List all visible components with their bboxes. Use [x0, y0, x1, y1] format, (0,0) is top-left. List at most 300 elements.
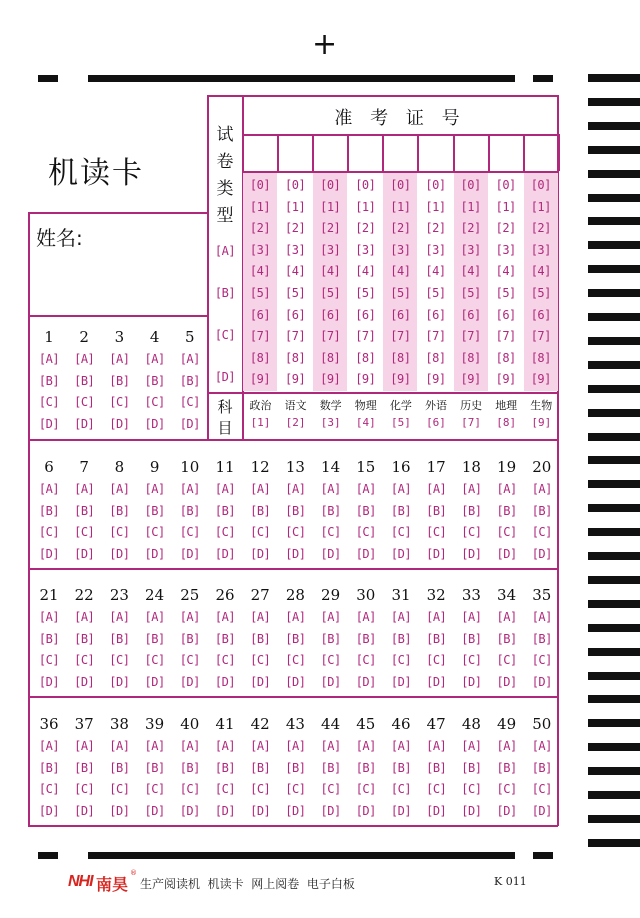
answer-bubble[interactable]: [A]	[38, 352, 60, 366]
answer-bubble[interactable]: [D]	[179, 675, 200, 690]
answer-bubble[interactable]: [A]	[214, 739, 236, 753]
answer-bubble[interactable]: [A]	[179, 352, 200, 366]
exam-digit-bubble[interactable]: [2]	[530, 221, 551, 236]
answer-bubble[interactable]: [A]	[214, 610, 236, 624]
exam-digit-bubble[interactable]: [3]	[249, 242, 271, 257]
answer-bubble[interactable]: [A]	[426, 610, 447, 624]
answer-bubble[interactable]: [B]	[320, 631, 341, 646]
subject-bubble[interactable]: [6]	[426, 416, 446, 429]
answer-bubble[interactable]: [B]	[285, 503, 306, 518]
answer-bubble[interactable]: [A]	[390, 610, 412, 624]
answer-bubble[interactable]: [B]	[179, 503, 200, 518]
answer-bubble[interactable]: [B]	[144, 503, 165, 518]
answer-bubble[interactable]: [A]	[74, 739, 95, 753]
answer-bubble[interactable]: [B]	[390, 760, 412, 775]
name-field[interactable]	[30, 215, 206, 315]
answer-bubble[interactable]: [C]	[461, 525, 482, 540]
answer-bubble[interactable]: [A]	[285, 610, 306, 624]
exam-digit-bubble[interactable]: [7]	[355, 329, 376, 344]
answer-bubble[interactable]: [D]	[214, 547, 236, 562]
answer-bubble[interactable]: [B]	[250, 760, 271, 775]
answer-bubble[interactable]: [C]	[390, 525, 412, 540]
subject-bubble[interactable]: [4]	[355, 416, 376, 429]
exam-digit-bubble[interactable]: [1]	[285, 199, 306, 214]
answer-bubble[interactable]: [A]	[144, 739, 165, 753]
answer-bubble[interactable]: [B]	[38, 373, 60, 388]
exam-digit-bubble[interactable]: [8]	[390, 350, 411, 365]
exam-digit-bubble[interactable]: [4]	[390, 264, 411, 279]
answer-bubble[interactable]: [B]	[109, 760, 130, 775]
exam-digit-bubble[interactable]: [3]	[320, 242, 341, 257]
answer-bubble[interactable]: [D]	[531, 547, 552, 562]
exam-digit-bubble[interactable]: [5]	[249, 286, 271, 300]
exam-digit-bubble[interactable]: [8]	[460, 350, 481, 365]
subject-bubble[interactable]: [2]	[285, 416, 306, 429]
answer-bubble[interactable]: [C]	[531, 782, 552, 797]
answer-bubble[interactable]: [A]	[320, 610, 341, 624]
subject-bubble[interactable]: [8]	[496, 416, 517, 429]
answer-bubble[interactable]: [A]	[390, 739, 412, 753]
answer-bubble[interactable]: [A]	[461, 610, 482, 624]
exam-digit-bubble[interactable]: [2]	[425, 221, 446, 236]
answer-bubble[interactable]: [B]	[74, 631, 95, 646]
answer-bubble[interactable]: [A]	[179, 610, 200, 624]
answer-bubble[interactable]: [D]	[496, 675, 517, 690]
answer-bubble[interactable]: [D]	[496, 804, 517, 819]
answer-bubble[interactable]: [D]	[38, 804, 60, 819]
answer-bubble[interactable]: [A]	[250, 739, 271, 753]
answer-bubble[interactable]: [A]	[461, 482, 482, 496]
answer-bubble[interactable]: [A]	[531, 482, 552, 496]
answer-bubble[interactable]: [B]	[390, 503, 412, 518]
answer-bubble[interactable]: [D]	[109, 547, 130, 562]
answer-bubble[interactable]: [D]	[214, 675, 236, 690]
answer-bubble[interactable]: [D]	[531, 804, 552, 819]
answer-bubble[interactable]: [A]	[320, 739, 341, 753]
paper-type-bubble[interactable]: [A]	[214, 244, 236, 258]
answer-bubble[interactable]: [C]	[179, 782, 200, 797]
exam-digit-bubble[interactable]: [6]	[530, 307, 551, 322]
answer-bubble[interactable]: [C]	[38, 395, 60, 410]
exam-digit-bubble[interactable]: [1]	[320, 199, 341, 214]
exam-digit-bubble[interactable]: [8]	[355, 350, 376, 365]
answer-bubble[interactable]: [C]	[144, 782, 165, 797]
answer-bubble[interactable]: [B]	[109, 503, 130, 518]
answer-bubble[interactable]: [A]	[496, 610, 517, 624]
answer-bubble[interactable]: [D]	[320, 547, 341, 562]
answer-bubble[interactable]: [A]	[74, 352, 95, 366]
exam-digit-bubble[interactable]: [9]	[285, 372, 306, 387]
exam-digit-bubble[interactable]: [9]	[390, 372, 411, 387]
exam-digit-bubble[interactable]: [3]	[390, 242, 411, 257]
answer-bubble[interactable]: [A]	[109, 352, 130, 366]
answer-bubble[interactable]: [C]	[74, 653, 95, 668]
answer-bubble[interactable]: [D]	[250, 547, 271, 562]
answer-bubble[interactable]: [C]	[144, 395, 165, 410]
answer-bubble[interactable]: [B]	[109, 631, 130, 646]
answer-bubble[interactable]: [B]	[250, 631, 271, 646]
answer-bubble[interactable]: [B]	[214, 503, 236, 518]
answer-bubble[interactable]: [B]	[144, 760, 165, 775]
answer-bubble[interactable]: [C]	[250, 653, 271, 668]
answer-bubble[interactable]: [D]	[144, 675, 165, 690]
exam-digit-bubble[interactable]: [2]	[390, 221, 411, 236]
answer-bubble[interactable]: [C]	[250, 525, 271, 540]
answer-bubble[interactable]: [D]	[109, 804, 130, 819]
answer-bubble[interactable]: [D]	[250, 675, 271, 690]
exam-digit-bubble[interactable]: [4]	[285, 264, 306, 279]
answer-bubble[interactable]: [D]	[109, 417, 130, 432]
subject-bubble[interactable]: [3]	[320, 416, 341, 429]
answer-bubble[interactable]: [A]	[179, 739, 200, 753]
answer-bubble[interactable]: [C]	[355, 782, 376, 797]
answer-bubble[interactable]: [D]	[496, 547, 517, 562]
answer-bubble[interactable]: [A]	[320, 482, 341, 496]
answer-bubble[interactable]: [C]	[38, 653, 60, 668]
answer-bubble[interactable]: [C]	[109, 782, 130, 797]
answer-bubble[interactable]: [C]	[390, 653, 412, 668]
exam-digit-box[interactable]	[279, 136, 312, 171]
answer-bubble[interactable]: [C]	[74, 525, 95, 540]
exam-digit-bubble[interactable]: [8]	[320, 350, 341, 365]
answer-bubble[interactable]: [D]	[179, 547, 200, 562]
exam-digit-bubble[interactable]: [1]	[530, 199, 551, 214]
answer-bubble[interactable]: [C]	[285, 782, 306, 797]
answer-bubble[interactable]: [B]	[214, 760, 236, 775]
exam-digit-bubble[interactable]: [7]	[495, 329, 516, 344]
exam-digit-bubble[interactable]: [0]	[355, 178, 376, 192]
answer-bubble[interactable]: [D]	[74, 804, 95, 819]
answer-bubble[interactable]: [D]	[426, 804, 447, 819]
answer-bubble[interactable]: [D]	[355, 675, 376, 690]
exam-digit-bubble[interactable]: [4]	[425, 264, 446, 279]
answer-bubble[interactable]: [D]	[250, 804, 271, 819]
answer-bubble[interactable]: [A]	[144, 610, 165, 624]
exam-digit-bubble[interactable]: [2]	[285, 221, 306, 236]
subject-bubble[interactable]: [7]	[461, 416, 482, 429]
exam-digit-box[interactable]	[420, 136, 453, 171]
exam-digit-bubble[interactable]: [4]	[495, 264, 516, 279]
exam-digit-bubble[interactable]: [7]	[390, 329, 411, 344]
answer-bubble[interactable]: [D]	[179, 417, 200, 432]
paper-type-bubble[interactable]: [B]	[214, 286, 236, 300]
answer-bubble[interactable]: [A]	[109, 482, 130, 496]
answer-bubble[interactable]: [B]	[531, 503, 552, 518]
answer-bubble[interactable]: [C]	[38, 525, 60, 540]
answer-bubble[interactable]: [B]	[390, 631, 412, 646]
answer-bubble[interactable]: [C]	[285, 525, 306, 540]
exam-digit-bubble[interactable]: [6]	[355, 307, 376, 322]
answer-bubble[interactable]: [D]	[390, 675, 412, 690]
answer-bubble[interactable]: [A]	[461, 739, 482, 753]
answer-bubble[interactable]: [B]	[320, 503, 341, 518]
exam-digit-box[interactable]	[490, 136, 523, 171]
answer-bubble[interactable]: [B]	[179, 631, 200, 646]
exam-digit-bubble[interactable]: [3]	[495, 242, 516, 257]
answer-bubble[interactable]: [B]	[285, 760, 306, 775]
exam-digit-bubble[interactable]: [9]	[460, 372, 481, 387]
exam-digit-bubble[interactable]: [9]	[355, 372, 376, 387]
answer-bubble[interactable]: [D]	[285, 804, 306, 819]
exam-digit-bubble[interactable]: [5]	[285, 286, 306, 300]
exam-digit-bubble[interactable]: [0]	[390, 178, 411, 192]
answer-bubble[interactable]: [C]	[531, 653, 552, 668]
answer-bubble[interactable]: [B]	[355, 760, 376, 775]
answer-bubble[interactable]: [B]	[179, 373, 200, 388]
answer-bubble[interactable]: [A]	[144, 352, 165, 366]
exam-digit-bubble[interactable]: [7]	[425, 329, 446, 344]
answer-bubble[interactable]: [C]	[179, 525, 200, 540]
answer-bubble[interactable]: [D]	[426, 675, 447, 690]
answer-bubble[interactable]: [B]	[109, 373, 130, 388]
exam-digit-bubble[interactable]: [3]	[530, 242, 551, 257]
answer-bubble[interactable]: [C]	[179, 395, 200, 410]
answer-bubble[interactable]: [C]	[320, 525, 341, 540]
answer-bubble[interactable]: [A]	[531, 610, 552, 624]
exam-digit-bubble[interactable]: [1]	[390, 199, 411, 214]
exam-digit-bubble[interactable]: [5]	[495, 286, 516, 300]
answer-bubble[interactable]: [B]	[426, 631, 447, 646]
exam-digit-bubble[interactable]: [7]	[530, 329, 551, 344]
subject-bubble[interactable]: [9]	[531, 416, 552, 429]
answer-bubble[interactable]: [D]	[461, 547, 482, 562]
answer-bubble[interactable]: [A]	[250, 610, 271, 624]
answer-bubble[interactable]: [D]	[426, 547, 447, 562]
answer-bubble[interactable]: [D]	[531, 675, 552, 690]
exam-digit-bubble[interactable]: [0]	[530, 178, 551, 192]
exam-digit-bubble[interactable]: [6]	[249, 307, 271, 322]
answer-bubble[interactable]: [C]	[214, 653, 236, 668]
exam-digit-bubble[interactable]: [9]	[425, 372, 446, 387]
answer-bubble[interactable]: [A]	[38, 739, 60, 753]
exam-digit-bubble[interactable]: [0]	[460, 178, 481, 192]
exam-digit-bubble[interactable]: [4]	[249, 264, 271, 279]
answer-bubble[interactable]: [C]	[496, 525, 517, 540]
answer-bubble[interactable]: [A]	[38, 482, 60, 496]
exam-digit-bubble[interactable]: [5]	[530, 286, 551, 300]
exam-digit-bubble[interactable]: [5]	[460, 286, 481, 300]
answer-bubble[interactable]: [A]	[285, 482, 306, 496]
answer-bubble[interactable]: [C]	[144, 653, 165, 668]
answer-bubble[interactable]: [B]	[496, 631, 517, 646]
exam-digit-bubble[interactable]: [1]	[249, 199, 271, 214]
answer-bubble[interactable]: [A]	[250, 482, 271, 496]
answer-bubble[interactable]: [C]	[250, 782, 271, 797]
answer-bubble[interactable]: [A]	[531, 739, 552, 753]
answer-bubble[interactable]: [D]	[74, 547, 95, 562]
answer-bubble[interactable]: [D]	[390, 804, 412, 819]
answer-bubble[interactable]: [C]	[285, 653, 306, 668]
answer-bubble[interactable]: [B]	[285, 631, 306, 646]
exam-digit-bubble[interactable]: [5]	[355, 286, 376, 300]
answer-bubble[interactable]: [C]	[320, 782, 341, 797]
answer-bubble[interactable]: [C]	[426, 653, 447, 668]
answer-bubble[interactable]: [C]	[214, 525, 236, 540]
answer-bubble[interactable]: [C]	[109, 525, 130, 540]
answer-bubble[interactable]: [A]	[355, 739, 376, 753]
answer-bubble[interactable]: [B]	[426, 760, 447, 775]
answer-bubble[interactable]: [D]	[38, 417, 60, 432]
answer-bubble[interactable]: [D]	[285, 547, 306, 562]
exam-digit-bubble[interactable]: [7]	[285, 329, 306, 344]
answer-bubble[interactable]: [B]	[355, 631, 376, 646]
answer-bubble[interactable]: [B]	[179, 760, 200, 775]
exam-digit-bubble[interactable]: [3]	[425, 242, 446, 257]
answer-bubble[interactable]: [A]	[496, 739, 517, 753]
answer-bubble[interactable]: [C]	[390, 782, 412, 797]
answer-bubble[interactable]: [D]	[144, 547, 165, 562]
answer-bubble[interactable]: [A]	[355, 610, 376, 624]
exam-digit-bubble[interactable]: [0]	[320, 178, 341, 192]
exam-digit-bubble[interactable]: [2]	[320, 221, 341, 236]
answer-bubble[interactable]: [A]	[355, 482, 376, 496]
answer-bubble[interactable]: [A]	[426, 482, 447, 496]
answer-bubble[interactable]: [D]	[179, 804, 200, 819]
answer-bubble[interactable]: [B]	[531, 760, 552, 775]
answer-bubble[interactable]: [C]	[109, 395, 130, 410]
answer-bubble[interactable]: [C]	[496, 782, 517, 797]
answer-bubble[interactable]: [A]	[496, 482, 517, 496]
exam-digit-bubble[interactable]: [9]	[249, 372, 271, 387]
answer-bubble[interactable]: [B]	[355, 503, 376, 518]
exam-digit-box[interactable]	[349, 136, 382, 171]
answer-bubble[interactable]: [D]	[38, 547, 60, 562]
exam-digit-bubble[interactable]: [1]	[425, 199, 446, 214]
exam-digit-bubble[interactable]: [6]	[425, 307, 446, 322]
answer-bubble[interactable]: [B]	[74, 373, 95, 388]
answer-bubble[interactable]: [C]	[214, 782, 236, 797]
answer-bubble[interactable]: [A]	[144, 482, 165, 496]
exam-digit-bubble[interactable]: [8]	[530, 350, 551, 365]
exam-digit-bubble[interactable]: [1]	[355, 199, 376, 214]
answer-bubble[interactable]: [D]	[461, 804, 482, 819]
answer-bubble[interactable]: [C]	[355, 653, 376, 668]
answer-bubble[interactable]: [A]	[109, 739, 130, 753]
subject-bubble[interactable]: [5]	[390, 416, 411, 429]
exam-digit-box[interactable]	[244, 136, 277, 171]
answer-bubble[interactable]: [D]	[144, 804, 165, 819]
paper-type-bubble[interactable]: [C]	[214, 328, 236, 342]
answer-bubble[interactable]: [C]	[144, 525, 165, 540]
exam-digit-bubble[interactable]: [8]	[425, 350, 446, 365]
answer-bubble[interactable]: [D]	[214, 804, 236, 819]
exam-digit-bubble[interactable]: [1]	[460, 199, 481, 214]
answer-bubble[interactable]: [B]	[214, 631, 236, 646]
answer-bubble[interactable]: [C]	[320, 653, 341, 668]
exam-digit-box[interactable]	[525, 136, 558, 171]
exam-digit-bubble[interactable]: [5]	[390, 286, 411, 300]
answer-bubble[interactable]: [B]	[461, 760, 482, 775]
exam-digit-bubble[interactable]: [3]	[285, 242, 306, 257]
exam-digit-bubble[interactable]: [8]	[249, 350, 271, 365]
exam-digit-bubble[interactable]: [2]	[460, 221, 481, 236]
exam-digit-box[interactable]	[384, 136, 417, 171]
answer-bubble[interactable]: [C]	[426, 525, 447, 540]
exam-digit-bubble[interactable]: [9]	[495, 372, 516, 387]
exam-digit-bubble[interactable]: [0]	[425, 178, 446, 192]
answer-bubble[interactable]: [A]	[109, 610, 130, 624]
exam-digit-bubble[interactable]: [7]	[249, 329, 271, 344]
exam-digit-bubble[interactable]: [1]	[495, 199, 516, 214]
exam-digit-bubble[interactable]: [2]	[249, 221, 271, 236]
answer-bubble[interactable]: [A]	[74, 610, 95, 624]
answer-bubble[interactable]: [D]	[320, 675, 341, 690]
answer-bubble[interactable]: [C]	[179, 653, 200, 668]
answer-bubble[interactable]: [C]	[109, 653, 130, 668]
answer-bubble[interactable]: [B]	[38, 760, 60, 775]
exam-digit-bubble[interactable]: [6]	[495, 307, 516, 322]
exam-digit-bubble[interactable]: [9]	[530, 372, 551, 387]
answer-bubble[interactable]: [C]	[74, 395, 95, 410]
answer-bubble[interactable]: [B]	[461, 631, 482, 646]
answer-bubble[interactable]: [C]	[355, 525, 376, 540]
exam-digit-bubble[interactable]: [6]	[460, 307, 481, 322]
answer-bubble[interactable]: [D]	[38, 675, 60, 690]
exam-digit-bubble[interactable]: [6]	[390, 307, 411, 322]
exam-digit-bubble[interactable]: [8]	[285, 350, 306, 365]
answer-bubble[interactable]: [C]	[531, 525, 552, 540]
answer-bubble[interactable]: [B]	[426, 503, 447, 518]
answer-bubble[interactable]: [B]	[74, 503, 95, 518]
exam-digit-bubble[interactable]: [0]	[495, 178, 516, 192]
answer-bubble[interactable]: [D]	[355, 804, 376, 819]
answer-bubble[interactable]: [D]	[355, 547, 376, 562]
exam-digit-bubble[interactable]: [3]	[460, 242, 481, 257]
exam-digit-bubble[interactable]: [0]	[249, 178, 271, 192]
exam-digit-bubble[interactable]: [4]	[355, 264, 376, 279]
answer-bubble[interactable]: [C]	[461, 653, 482, 668]
exam-digit-bubble[interactable]: [4]	[460, 264, 481, 279]
exam-digit-bubble[interactable]: [5]	[425, 286, 446, 300]
answer-bubble[interactable]: [C]	[38, 782, 60, 797]
answer-bubble[interactable]: [A]	[390, 482, 412, 496]
answer-bubble[interactable]: [D]	[390, 547, 412, 562]
answer-bubble[interactable]: [B]	[496, 760, 517, 775]
answer-bubble[interactable]: [C]	[74, 782, 95, 797]
answer-bubble[interactable]: [D]	[285, 675, 306, 690]
answer-bubble[interactable]: [A]	[426, 739, 447, 753]
answer-bubble[interactable]: [B]	[461, 503, 482, 518]
exam-digit-bubble[interactable]: [2]	[495, 221, 516, 236]
answer-bubble[interactable]: [D]	[74, 417, 95, 432]
answer-bubble[interactable]: [A]	[74, 482, 95, 496]
answer-bubble[interactable]: [C]	[461, 782, 482, 797]
exam-digit-bubble[interactable]: [0]	[285, 178, 306, 192]
exam-digit-bubble[interactable]: [7]	[320, 329, 341, 344]
subject-bubble[interactable]: [1]	[250, 416, 271, 429]
answer-bubble[interactable]: [B]	[74, 760, 95, 775]
answer-bubble[interactable]: [C]	[496, 653, 517, 668]
exam-digit-box[interactable]	[314, 136, 347, 171]
answer-bubble[interactable]: [B]	[531, 631, 552, 646]
exam-digit-bubble[interactable]: [2]	[355, 221, 376, 236]
exam-digit-bubble[interactable]: [8]	[495, 350, 516, 365]
answer-bubble[interactable]: [B]	[320, 760, 341, 775]
answer-bubble[interactable]: [D]	[74, 675, 95, 690]
exam-digit-bubble[interactable]: [6]	[320, 307, 341, 322]
answer-bubble[interactable]: [B]	[496, 503, 517, 518]
answer-bubble[interactable]: [B]	[38, 503, 60, 518]
answer-bubble[interactable]: [A]	[285, 739, 306, 753]
answer-bubble[interactable]: [D]	[109, 675, 130, 690]
exam-digit-bubble[interactable]: [4]	[320, 264, 341, 279]
answer-bubble[interactable]: [C]	[426, 782, 447, 797]
paper-type-bubble[interactable]: [D]	[214, 370, 236, 384]
exam-digit-box[interactable]	[455, 136, 488, 171]
answer-bubble[interactable]: [D]	[144, 417, 165, 432]
exam-digit-bubble[interactable]: [3]	[355, 242, 376, 257]
answer-bubble[interactable]: [B]	[38, 631, 60, 646]
